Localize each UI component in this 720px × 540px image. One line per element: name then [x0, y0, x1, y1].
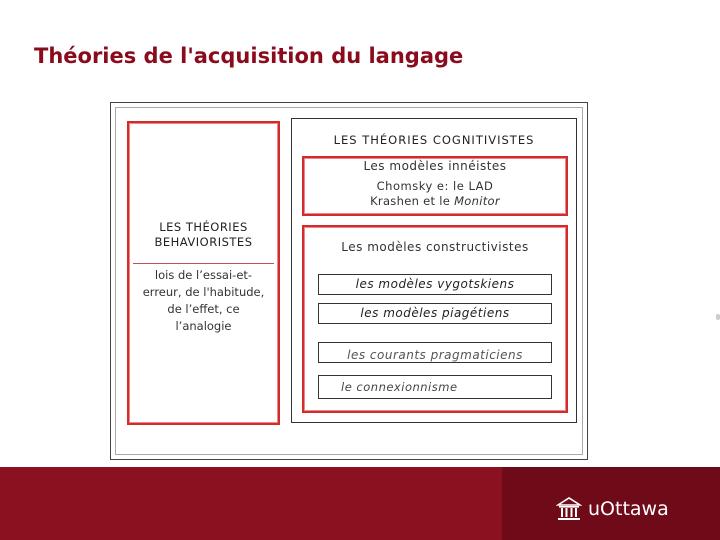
- pragmatic-currents-box: les courants pragmaticiens: [318, 342, 552, 363]
- behaviorist-title-line: BEHAVIORISTES: [154, 235, 253, 249]
- behaviorist-text-line: erreur, de l'habitude,: [142, 285, 265, 299]
- innate-models-box: [302, 156, 568, 216]
- behaviorist-text-line: lois de l’essai-et-: [154, 268, 253, 282]
- connectionism-box: le connexionnisme: [318, 375, 552, 399]
- behaviorist-text-line: l’analogie: [175, 319, 232, 333]
- uottawa-logo: [556, 493, 669, 525]
- edge-mark: [716, 314, 720, 320]
- constructivist-models-title: Les modèles constructivistes: [341, 240, 529, 254]
- behaviorist-title: [129, 220, 278, 250]
- theories-diagram: [110, 102, 588, 460]
- behaviorist-text-line: de l’effet, ce: [167, 302, 240, 316]
- uottawa-wordmark: uOttawa: [588, 498, 669, 520]
- innate-krashen-line: [304, 194, 566, 208]
- cognitivist-title: LES THÉORIES COGNITIVISTES: [333, 133, 535, 147]
- behaviorist-description: [129, 267, 278, 335]
- behaviorist-divider: [133, 263, 274, 264]
- piagetian-models-box: les modèles piagétiens: [318, 303, 552, 324]
- behaviorist-title-line: LES THÉORIES: [159, 220, 248, 234]
- constructivist-models-box: [302, 225, 568, 413]
- slide-title: Théories de l'acquisition du langage: [34, 44, 464, 68]
- university-building-icon: [556, 496, 582, 522]
- behaviorist-theories-box: [127, 121, 280, 425]
- innate-models-title: Les modèles innéistes: [363, 159, 507, 173]
- cognitivist-theories-box: [291, 118, 577, 423]
- krashen-text: Krashen et le: [370, 194, 455, 208]
- innate-chomsky-line: Chomsky e: le LAD: [376, 179, 494, 193]
- vygotskian-models-box: les modèles vygotskiens: [318, 274, 552, 295]
- monitor-text: Monitor: [454, 194, 500, 208]
